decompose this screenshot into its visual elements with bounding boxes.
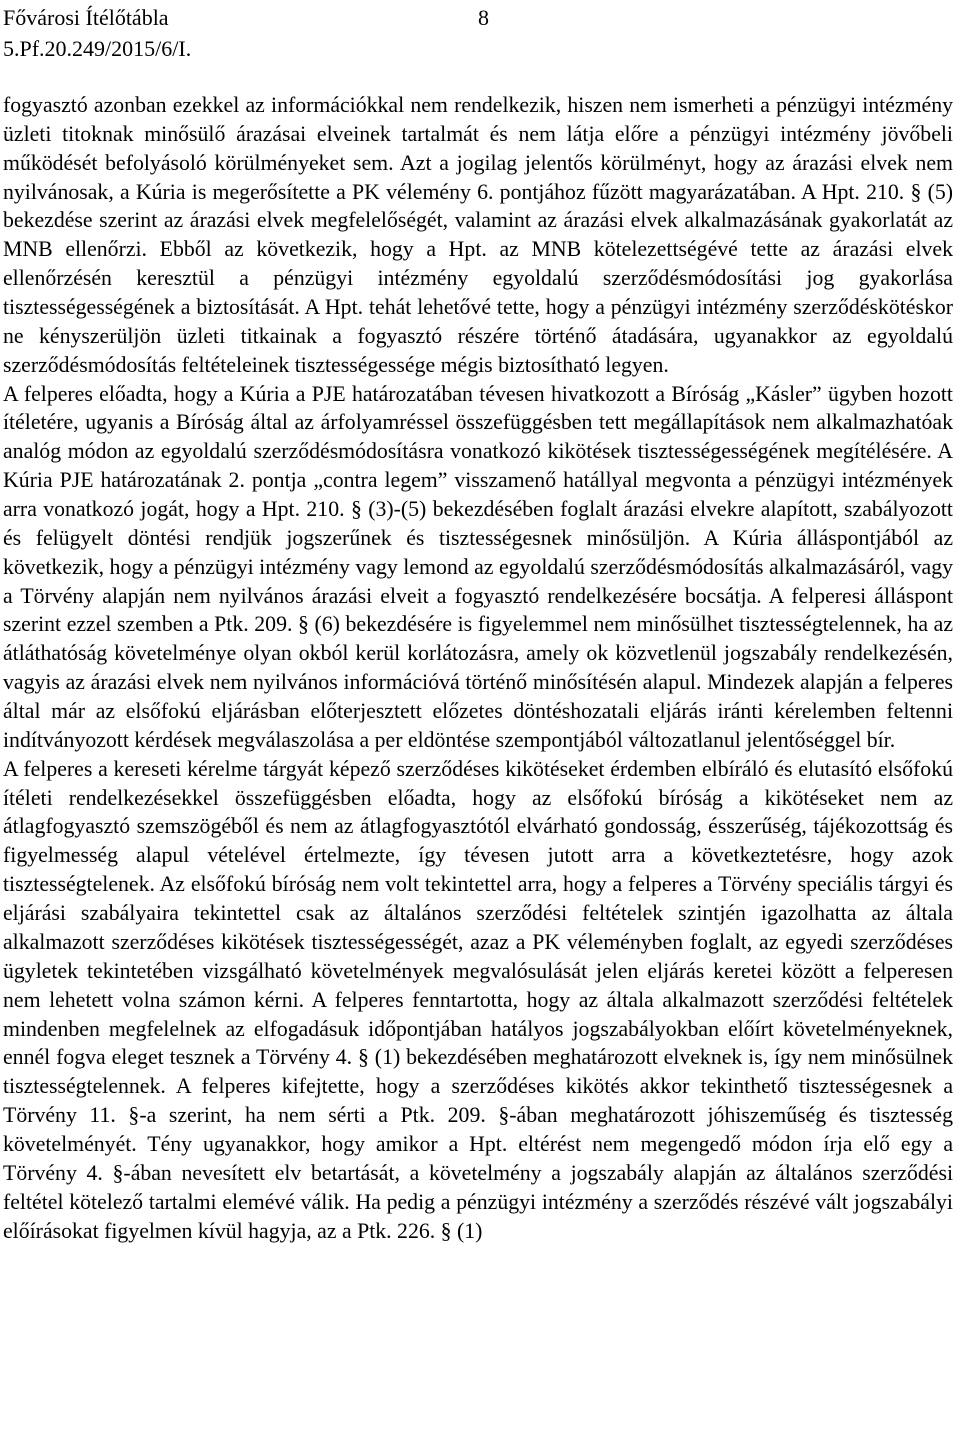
document-body — [3, 91, 953, 1245]
case-number: 5.Pf.20.249/2015/6/I. — [3, 36, 192, 61]
paragraph-1: fogyasztó azonban ezekkel az információkkal nem rendelkezik, hiszen nem ismerheti a pénzügyi intézmény üzleti titoknak minősülő árazásai elveinek tartalmát és nem látja előre a pénzügyi intézmény jövőbeli működését befolyásoló körülményeket sem. Azt a jogilag jelentős körülményt, hogy az árazási elvek nem nyilvánosak, a Kúria is megerősítette a PK vélemény 6. pontjához fűzött magyarázatában. A Hpt. 210. § (5) bekezdése szerint az árazási elvek megfelelőségét, valamint az árazási elvek alkalmazásának gyakorlatát az MNB ellenőrzi. Ebből az következik, hogy a Hpt. az MNB kötelezettségévé tette az árazási elvek ellenőrzésén keresztül a pénzügyi intézmény egyoldalú szerződésmódosítási jog gyakorlása tisztességességének a biztosítását. A Hpt. tehát lehetővé tette, hogy a pénzügyi intézmény szerződéskötéskor ne kényszerüljön üzleti titkainak a fogyasztó részére történő átadására, ugyanakkor az egyoldalú szerződésmódosítás feltételeinek tisztességessége mégis biztosítható legyen. — [3, 93, 953, 377]
page-header — [3, 2, 191, 64]
court-name: Fővárosi Ítélőtábla — [3, 5, 169, 30]
paragraph-3: A felperes a kereseti kérelme tárgyát képező szerződéses kikötéseket érdemben elbíráló és elutasító elsőfokú ítéleti rendelkezésekkel összefüggésben előadta, hogy az elsőfokú bíróság a kikötéseket nem az átlagfogyasztó szemszögéből és nem az átlagfogyasztótól elvárható gondosság, ésszerűség, tájékozottság és figyelmesség alapul vételével értelmezte, így tévesen jutott arra a következtetésre, hogy azok tisztességtelenek. Az elsőfokú bíróság nem volt tekintettel arra, hogy a felperes a Törvény speciális tárgyi és eljárási szabályaira tekintettel csak az általános szerződési feltételek szintjén igazolhatta az általa alkalmazott szerződéses kikötések tisztességességét, azaz a PK véleményben foglalt, az egyedi szerződéses ügyletek tekintetében vizsgálható követelmények megvalósulását jelen eljárás keretei között a felperesen nem lehetett volna számon kérni. A felperes fenntartotta, hogy az általa alkalmazott szerződési feltételek mindenben megfelelnek az elfogadásuk időpontjában hatályos jogszabályokban előírt követelményeknek, ennél fogva eleget tesznek a Törvény 4. § (1) bekezdésében meghatározott elveknek is, így nem minősülnek tisztességtelennek. A felperes kifejtette, hogy a szerződéses kikötés akkor tekinthető tisztességesnek a Törvény 11. §-a szerint, ha nem sérti a Ptk. 209. §-ában meghatározott jóhiszeműség és tisztesség követelményét. Tény ugyanakkor, hogy amikor a Hpt. eltérést nem megengedő módon írja elő egy a Törvény 4. §-ában nevesített elv betartását, a követelmény a jogszabály alapján az általános szerződési feltétel kötelező tartalmi elemévé válik. Ha pedig a pénzügyi intézmény a szerződés részévé vált jogszabályi előírásokat figyelmen kívül hagyja, az a Ptk. 226. § (1) — [3, 756, 953, 1243]
paragraph-2: A felperes előadta, hogy a Kúria a PJE határozatában tévesen hivatkozott a Bíróság „Kásler” ügyben hozott ítéletére, ugyanis a Bíróság által az árfolyamréssel összefüggésben tett megállapítások nem alkalmazhatóak analóg módon az egyoldalú szerződésmódosításra vonatkozó kikötések tisztességességének megítélésére. A Kúria PJE határozatának 2. pontja „contra legem” visszamenő hatállyal megvonta a pénzügyi intézmények arra vonatkozó jogát, hogy a Hpt. 210. § (3)-(5) bekezdésében foglalt árazási elvekre alapított, szabályozott és felügyelt döntési rendjük jogszerűnek és tisztességesnek minősüljön. A Kúria álláspontjából az következik, hogy a pénzügyi intézmény vagy lemond az egyoldalú szerződésmódosítás alkalmazásáról, vagy a Törvény alapján nem nyilvános árazási elveit a fogyasztó rendelkezésére bocsátja. A felperesi álláspont szerint ezzel szemben a Ptk. 209. § (6) bekezdésére is figyelemmel nem minősülhet tisztességtelennek, ha az átláthatóság követelménye olyan okból kerül korlátozásra, amely ok közvetlenül jogszabály rendelkezésén, vagyis az árazási elvek nem nyilvános információvá történő minősítésén alapul. Mindezek alapján a felperes által már az elsőfokú eljárásban előterjesztett előzetes döntéshozatali eljárás iránti kérelemben feltenni indítványozott kérdések megválaszolása a per eldöntése szempontjából változatlanul jelentőséggel bír. — [3, 381, 953, 752]
page-number: 8 — [478, 5, 489, 30]
